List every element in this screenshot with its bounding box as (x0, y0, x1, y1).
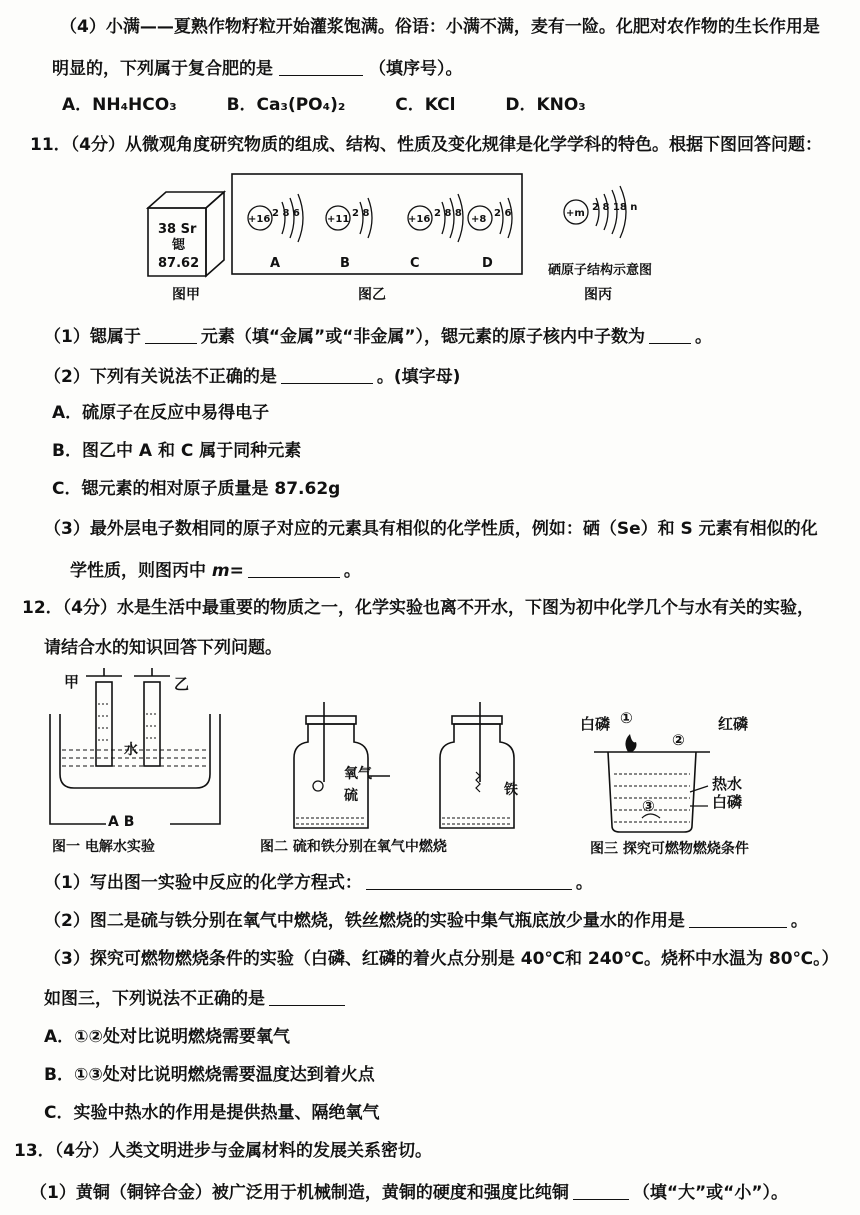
q11-part1-blank1[interactable] (145, 327, 197, 344)
q12-stem-line2: 请结合水的知识回答下列问题。 (44, 638, 282, 658)
atom-b-nucleus: +11 (327, 214, 350, 225)
q12-part3-option-c[interactable]: C．实验中热水的作用是提供热量、隔绝氧气 (44, 1103, 380, 1123)
atom-b-label: B (340, 256, 350, 271)
q11-part2-option-b[interactable]: B．图乙中 A 和 C 属于同种元素 (52, 441, 302, 461)
q11-stem: 11．（4分）从微观角度研究物质的组成、结构、性质及变化规律是化学学科的特色。根据下图回答问题： (30, 135, 822, 155)
fig-yi-caption: 图乙 (358, 287, 386, 303)
q10-option-d[interactable]: D．KNO₃ (505, 95, 586, 115)
fig2-sulfur-label: 硫 (344, 788, 358, 804)
q13-part1: （1）黄铜（铜锌合金）被广泛用于机械制造，黄铜的硬度和强度比纯铜 （填“大”或“小”）。 (30, 1183, 789, 1203)
q10-option-c[interactable]: C．KCl (395, 95, 456, 115)
q10-part4-prompt: 明显的，下列属于复合肥的是 (52, 59, 273, 79)
q10-option-a[interactable]: A．NH₄HCO₃ (62, 95, 177, 115)
fig2-oxygen-label: 氧气 (344, 766, 372, 782)
atom-a-label: A (270, 256, 281, 271)
q12-part3-line1: （3）探究可燃物燃烧条件的实验（白磷、红磷的着火点分别是 40℃和 240℃。烧杯中水温为 80℃。） (44, 949, 839, 969)
atom-d-nucleus: +8 (471, 214, 487, 225)
q10-option-b[interactable]: B．Ca₃(PO₄)₂ (226, 95, 346, 115)
fig3-hot-water-label: 热水 (712, 775, 743, 793)
fig2-caption: 图二 硫和铁分别在氧气中燃烧 (260, 839, 447, 855)
q10-answer-blank[interactable] (279, 59, 363, 76)
q10-part4-hint: （填序号）。 (369, 59, 463, 79)
q12-part1-blank[interactable] (366, 873, 572, 890)
fig-jia-caption: 图甲 (172, 287, 200, 303)
q12-part3-line2: 如图三，下列说法不正确的是 (44, 988, 349, 1010)
atom-c-shells: 2 8 8 (434, 208, 462, 219)
q12-stem-line1: 12．（4分）水是生活中最重要的物质之一，化学实验也离不开水，下图为初中化学几个与水有关的实验， (22, 598, 814, 618)
q12-part3-blank[interactable] (269, 989, 345, 1006)
q10-part4-line2 (52, 58, 463, 80)
fig2-gas-jars (280, 702, 520, 836)
fig3-white-phosphorus2-label: 白磷 (712, 793, 743, 811)
fig-bing-title: 硒原子结构示意图 (548, 263, 653, 278)
fig1-label-yi: 乙 (174, 675, 190, 693)
q10-options (62, 94, 630, 116)
q11-part3-line2: 学性质，则图丙中 m= 。 (70, 561, 361, 581)
fig-jia-atomic-number: 38 Sr (158, 222, 197, 237)
fig1-label-jia: 甲 (64, 673, 80, 691)
q11-part2: （2）下列有关说法不正确的是 。(填字母) (44, 367, 461, 387)
fig3-red-phosphorus-label: 红磷 (718, 715, 749, 733)
atom-a-shells: 2 8 6 (272, 208, 300, 219)
fig-jia-element-name: 锶 (172, 238, 186, 253)
q12-part3-option-b[interactable]: B．①③处对比说明燃烧需要温度达到着火点 (44, 1065, 375, 1085)
fig1-water-label: 水 (124, 742, 138, 758)
q12-part2: （2）图二是硫与铁分别在氧气中燃烧，铁丝燃烧的实验中集气瓶底放少量水的作用是 。 (44, 911, 808, 931)
q10-part4-line1: （4）小满——夏熟作物籽粒开始灌浆饱满。俗语：小满不满，麦有一险。化肥对农作物的生长作用是 (60, 17, 820, 37)
fig1-caption: 图一 电解水实验 (52, 839, 155, 855)
q11-part2-blank[interactable] (281, 367, 373, 384)
q11-part2-option-c[interactable]: C．锶元素的相对原子质量是 87.62g (52, 479, 341, 499)
fig3-white-phosphorus-label: 白磷 (580, 715, 611, 733)
fig1-electrodes: A B (108, 814, 135, 830)
atom-d-label: D (482, 256, 493, 271)
fig3-caption: 图三 探究可燃物燃烧条件 (590, 841, 749, 857)
atom-c-label: C (410, 256, 420, 271)
fig-bing-shells: 2 8 18 n (592, 202, 638, 213)
q12-part1: （1）写出图一实验中反应的化学方程式： 。 (44, 873, 593, 893)
q13-part1-blank[interactable] (573, 1183, 629, 1200)
fig-bing-nucleus: +m (566, 208, 585, 219)
fig3-circle-2: ② (672, 731, 685, 749)
atom-b-shells: 2 8 (352, 208, 370, 219)
fig2-iron-label: 铁 (504, 782, 518, 798)
atom-c-nucleus: +16 (408, 214, 431, 225)
q11-part2-option-a[interactable]: A．硫原子在反应中易得电子 (52, 403, 270, 423)
q11-part1: （1）锶属于 元素（填“金属”或“非金属”），锶元素的原子核内中子数为 。 (44, 327, 713, 347)
fig-jia-atomic-mass: 87.62 (158, 256, 200, 271)
atom-d-shells: 2 6 (494, 208, 512, 219)
q11-part3-blank[interactable] (248, 561, 340, 578)
q11-part3-line1: （3）最外层电子数相同的原子对应的元素具有相似的化学性质，例如：硒（Se）和 S 元素有相似的化 (44, 519, 818, 539)
fig3-circle-3: ③ (642, 797, 655, 815)
atom-a-nucleus: +16 (248, 214, 271, 225)
q12-part3-option-a[interactable]: A．①②处对比说明燃烧需要氧气 (44, 1027, 290, 1047)
fig-bing-caption: 图丙 (584, 287, 612, 303)
q12-part2-blank[interactable] (689, 911, 787, 928)
q13-stem: 13．（4分）人类文明进步与金属材料的发展关系密切。 (14, 1141, 432, 1161)
q11-part1-blank2[interactable] (649, 327, 691, 344)
fig3-circle-1: ① (620, 709, 633, 727)
